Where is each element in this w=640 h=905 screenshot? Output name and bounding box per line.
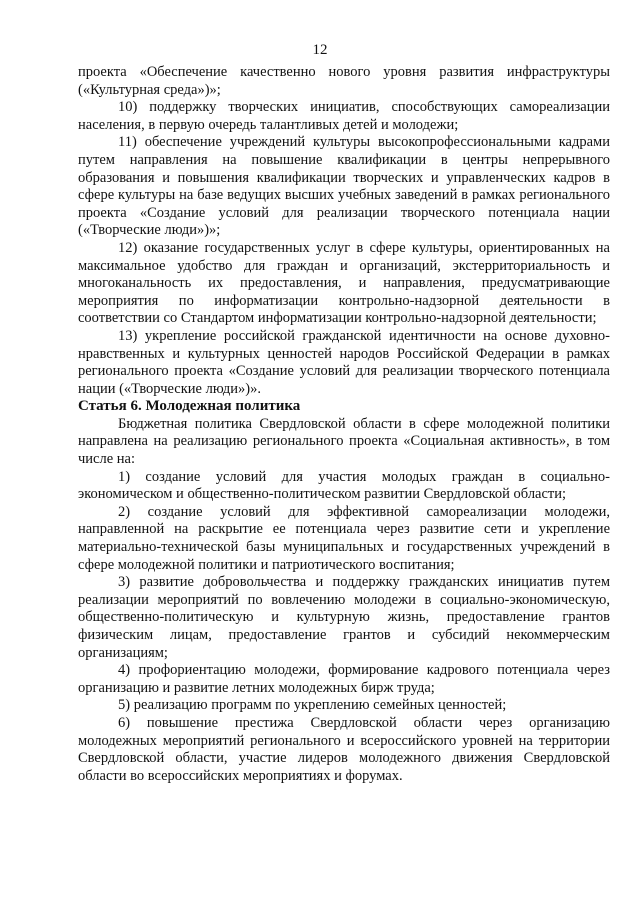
paragraph-continuation: проекта «Обеспечение качественно нового уровня развития инфраструктуры («Культурная среда»)»; [78,64,610,98]
list-item: 10) поддержку творческих инициатив, способствующих самореализации населения, в первую очередь талантливых детей и молодежи; [78,99,610,133]
list-item: 3) развитие добровольчества и поддержку гражданских инициатив путем реализации мероприятий по вовлечению молодежи в социально-экономическую, общественно-политическую и культурную жизнь, предоставление грантов физическим лицам, предоставление грантов и субсидий некоммерческим организациям; [78,574,610,661]
list-item: 4) профориентацию молодежи, формирование кадрового потенциала через организацию и развитие летних молодежных бирж труда; [78,662,610,696]
list-item: 1) создание условий для участия молодых граждан в социально-экономическом и общественно-политическом развитии Свердловской области; [78,468,610,503]
list-item: 13) укрепление российской гражданской идентичности на основе духовно-нравственных и культурных ценностей народов Российской Федерации в рамках регионального проекта «Создание условий для реализации творческого потенциала нации («Творческие люди»)». [78,327,610,397]
article-intro: Бюджетная политика Свердловской области в сфере молодежной политики направлена на реализацию регионального проекта «Социальная активность», в том числе на: [78,415,610,468]
list-item: 5) реализацию программ по укреплению семейных ценностей; [118,697,507,714]
page-number: 12 [312,42,328,58]
list-item: 2) создание условий для эффективной самореализации молодежи, направленной на раскрытие ее потенциала через развитие сети и укрепление материально-технической базы муниципальных и государственных учреждений в сфере молодежной политики и патриотического воспитания; [78,503,610,573]
document-body [78,64,610,785]
list-item: 11) обеспечение учреждений культуры высокопрофессиональными кадрами путем направления на повышение квалификации в центры непрерывного образования и повышения квалификации творческих и управленческих кадров в сфере культуры на базе ведущих высших учебных заведений в рамках регионального проекта «Создание условий для реализации творческого потенциала нации («Творческие люди»)»; [78,134,610,239]
article-heading: Статья 6. Молодежная политика [78,398,301,415]
list-item: 6) повышение престижа Свердловской области через организацию молодежных мероприятий регионального и всероссийского уровней на территории Свердловской области, участие лидеров молодежного движения Свердловской области во всероссийских мероприятиях и форумах. [78,714,610,784]
list-item: 12) оказание государственных услуг в сфере культуры, ориентированных на максимальное удобство для граждан и организаций, экстерриториальность и многоканальность их предоставления, и направления, предусматривающие мероприятия по информатизации контрольно-надзорной деятельности в соответствии со Стандартом информатизации контрольно-надзорной деятельности; [78,239,610,327]
